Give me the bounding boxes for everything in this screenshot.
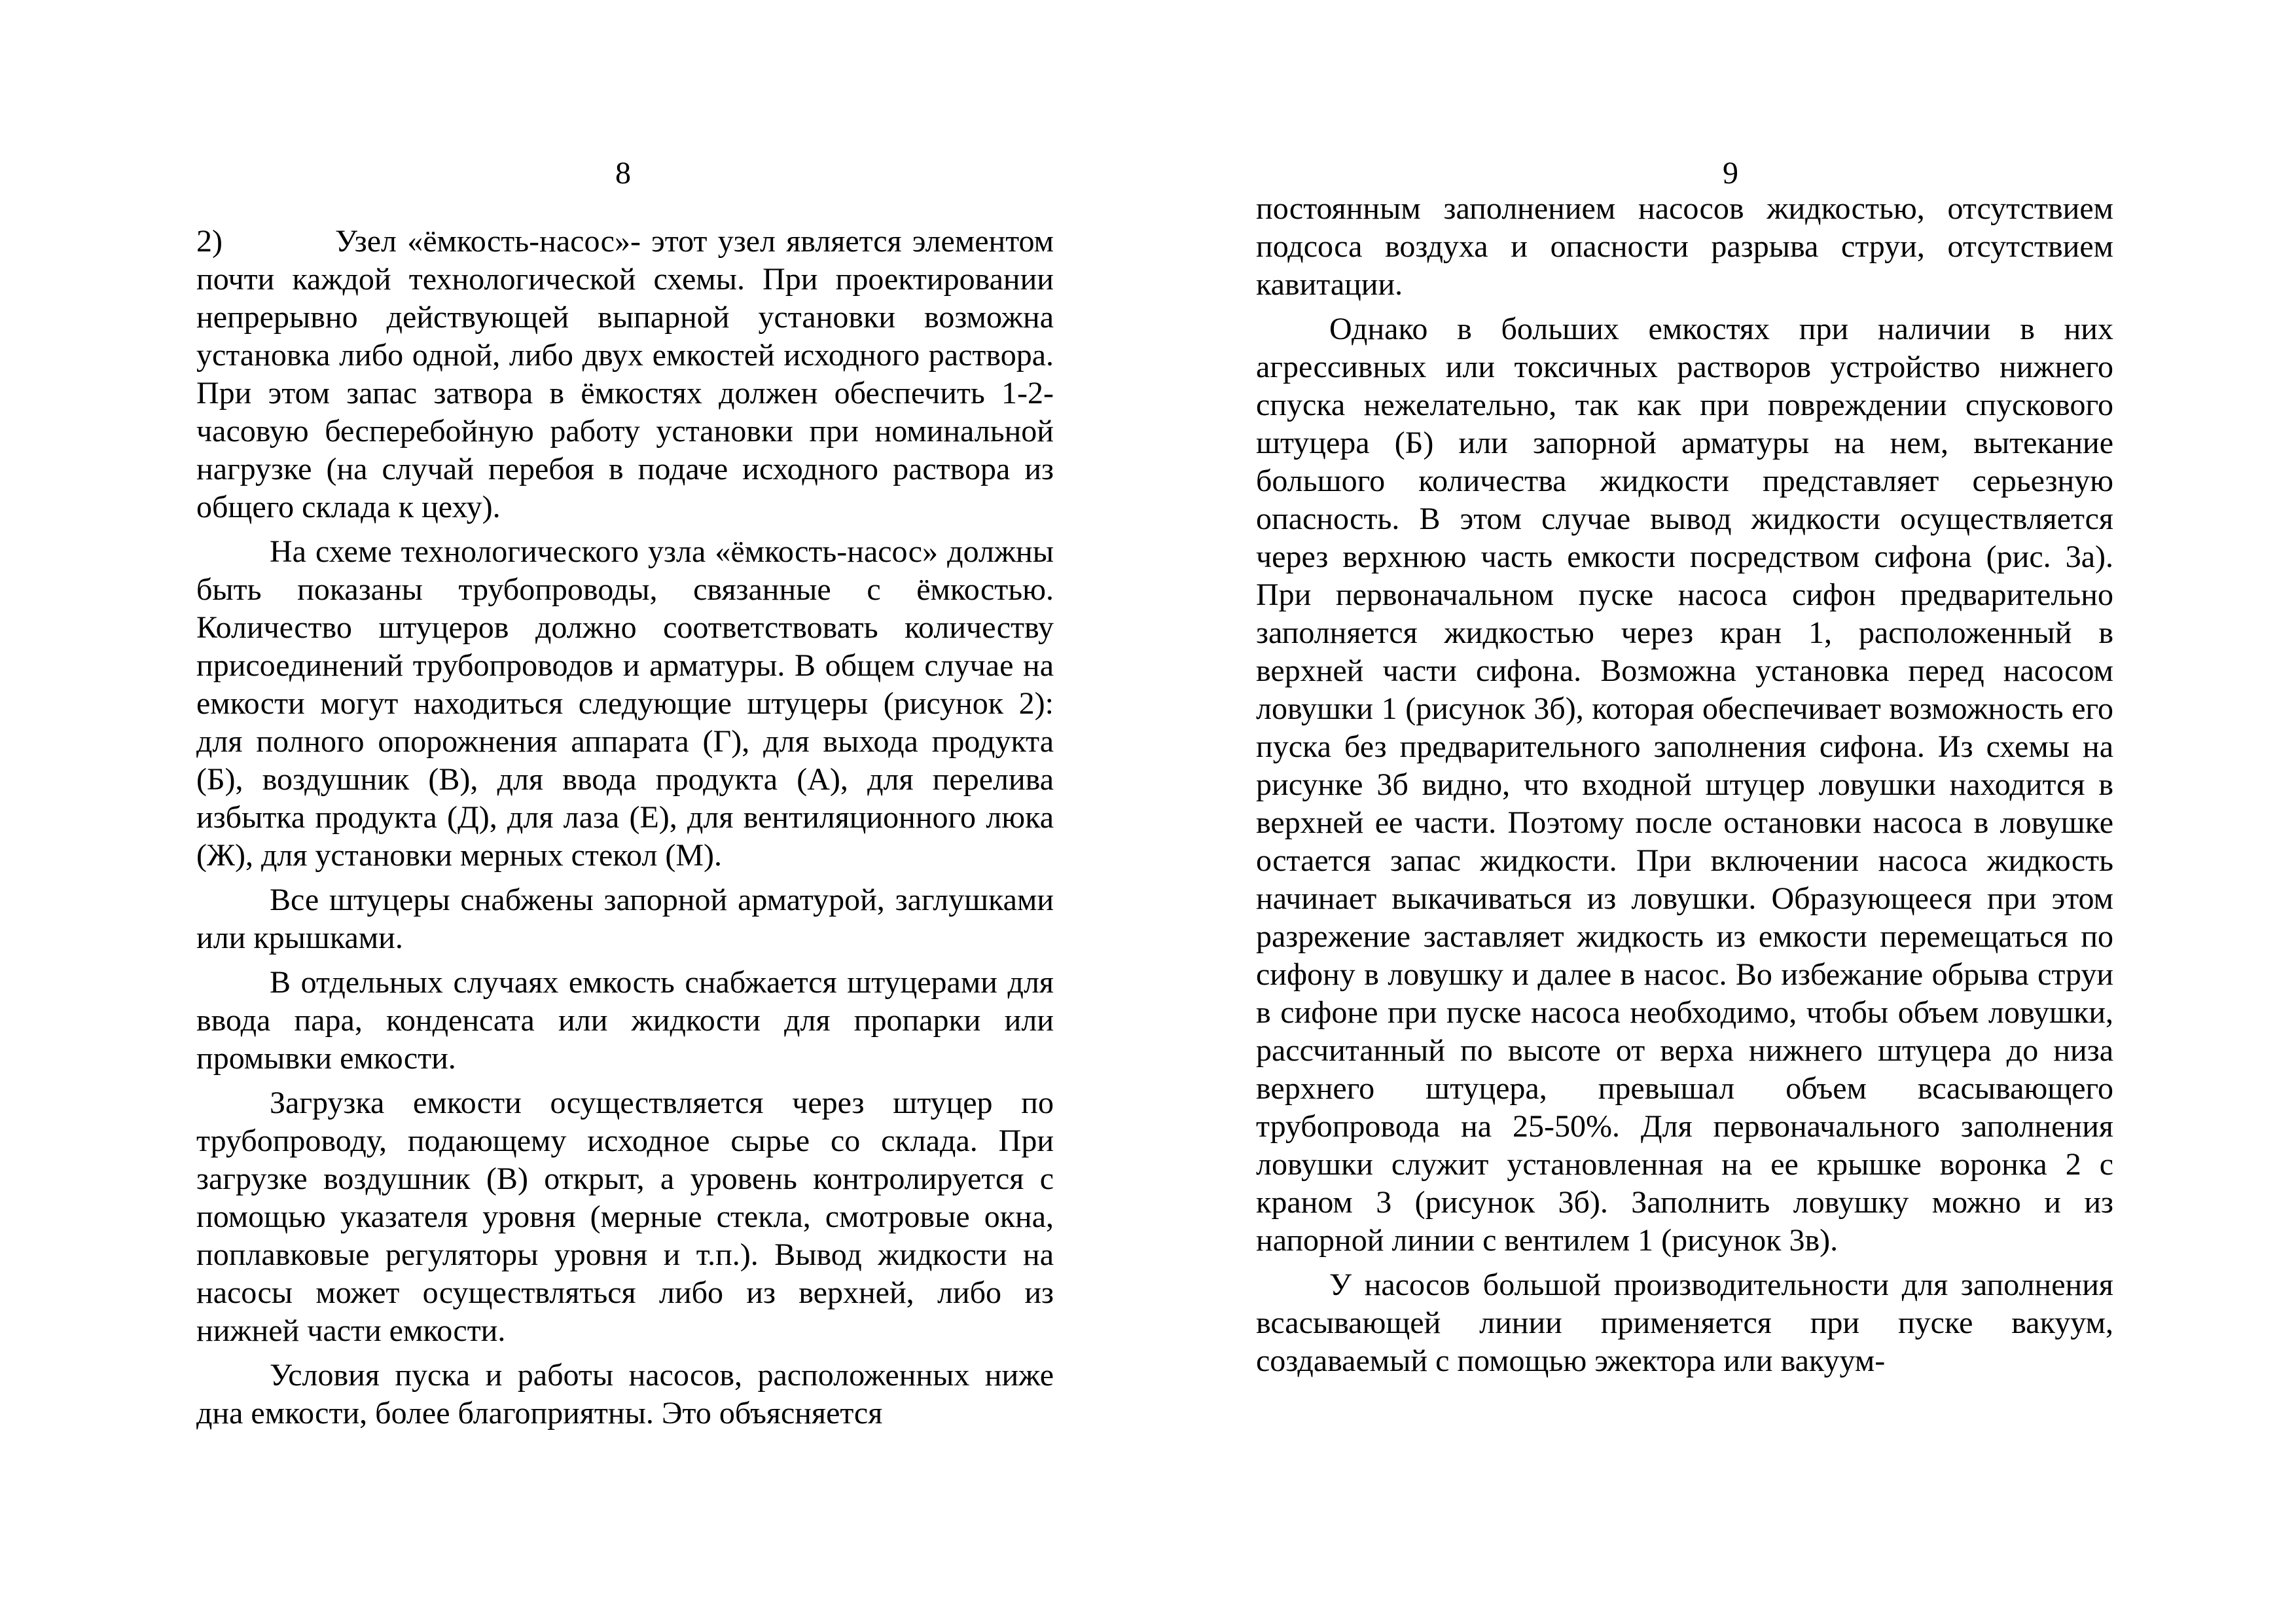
page-number: 9: [1723, 156, 1738, 191]
paragraph: Условия пуска и работы насосов, расположенных ниже дна емкости, более благоприятны. Это объясняется: [196, 1358, 1054, 1431]
paragraph: В отдельных случаях емкость снабжается штуцерами для ввода пара, конденсата или жидкости для пропарки или промывки емкости.: [196, 965, 1054, 1076]
list-item-number: 2): [196, 224, 223, 259]
paragraph: постоянным заполнением насосов жидкостью, отсутствием подсоса воздуха и опасности разрыва струи, отсутствием кавитации.: [1256, 191, 2113, 302]
page-number: 8: [615, 156, 631, 191]
right-page: [1148, 0, 2296, 1623]
right-page-text: [1256, 190, 2113, 1387]
paragraph: Загрузка емкости осуществляется через штуцер по трубопроводу, подающему исходное сырье со склада. При загрузке воздушник (В) открыт, а уровень контролируется с помощью указателя уровня (мерные стекла, смотровые окна, поплавковые регуляторы уровня и т.п.). Вывод жидкости на насосы может осуществляться либо из верхней, либо из нижней части емкости.: [196, 1085, 1054, 1348]
left-page-text: [196, 223, 1054, 1439]
paragraph: У насосов большой производительности для заполнения всасывающей линии применяется при пуске вакуум, создаваемый с помощью эжектора или вакуум-: [1256, 1267, 2113, 1378]
paragraph: Все штуцеры снабжены запорной арматурой, заглушками или крышками.: [196, 883, 1054, 955]
paragraph: Однако в больших емкостях при наличии в них агрессивных или токсичных растворов устройство нижнего спуска нежелательно, так как при повреждении спускового штуцера (Б) или запорной арматуры на нем, вытекание большого количества жидкости представляет серьезную опасность. В этом случае вывод жидкости осуществляется через верхнюю часть емкости посредством сифона (рис. 3а). При первоначальном пуске насоса сифон предварительно заполняется жидкостью через кран 1, расположенный в верхней части сифона. Возможна установка перед насосом ловушки 1 (рисунок 3б), которая обеспечивает возможность его пуска без предварительного заполнения сифона. Из схемы на рисунке 3б видно, что входной штуцер ловушки находится в верхней ее части. Поэтому после остановки насоса в ловушке остается запас жидкости. При включении насоса жидкость начинает выкачиваться из ловушки. Образующееся при этом разрежение заставляет жидкость из емкости перемещаться по сифону в ловушку и далее в насос. Во избежание обрыва струи в сифоне при пуске насоса необходимо, чтобы объем ловушки, рассчитанный по высоте от верха нижнего штуцера до низа верхнего штуцера, превышал объем всасывающего трубопровода на 25-50%. Для первоначального заполнения ловушки служит установленная на ее крышке воронка 2 с краном 3 (рисунок 3б). Заполнить ловушку можно и из напорной линии с вентилем 1 (рисунок 3в).: [1256, 312, 2113, 1258]
paragraph: [196, 223, 1054, 526]
paragraph: На схеме технологического узла «ёмкость-насос» должны быть показаны трубопроводы, связанные с ёмкостью. Количество штуцеров должно соответствовать количеству присоединений трубопроводов и арматуры. В общем случае на емкости могут находиться следующие штуцеры (рисунок 2): для полного опорожнения аппарата (Г), для выхода продукта (Б), воздушник (В), для ввода продукта (А), для перелива избытка продукта (Д), для лаза (Е), для вентиляционного люка (Ж), для установки мерных стекол (М).: [196, 534, 1054, 873]
paragraph-text: Узел «ёмкость-насос»- этот узел является элементом почти каждой технологической схемы. При проектировании непрерывно действующей выпарной установки возможна установка либо одной, либо двух емкостей исходного раствора. При этом запас затвора в ёмкостях должен обеспечить 1-2-часовую бесперебойную работу установки при номинальной нагрузке (на случай перебоя в подаче исходного раствора из общего склада к цеху).: [196, 224, 1054, 524]
